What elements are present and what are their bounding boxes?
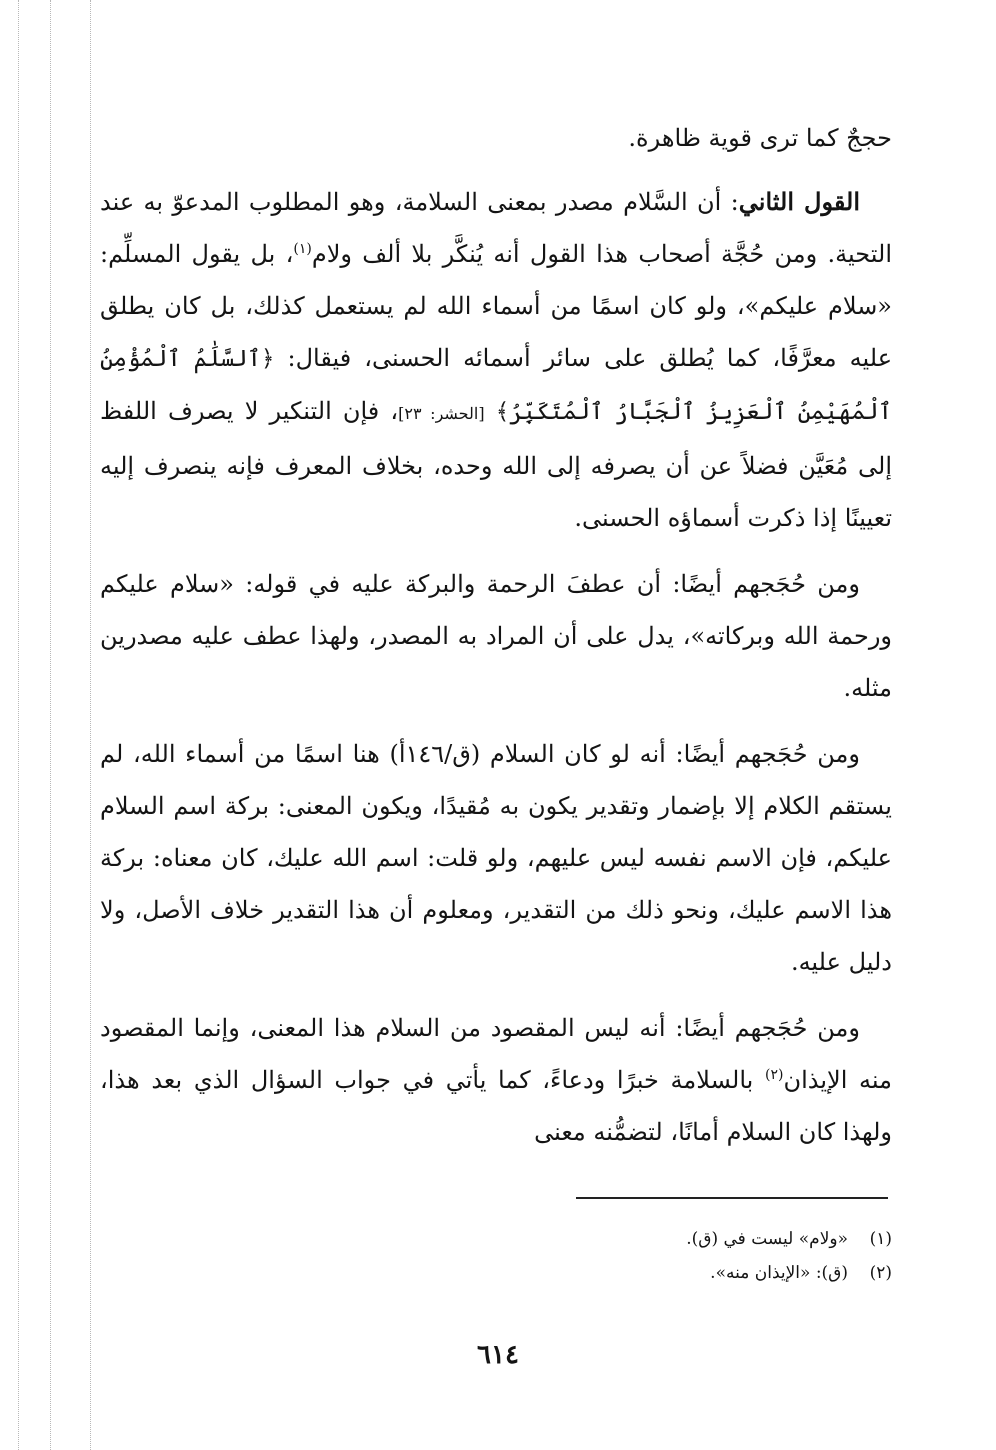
opinion-heading: القول الثاني	[738, 187, 861, 216]
paragraph-second-opinion	[100, 176, 892, 544]
quran-verse: ﴿ٱلسَّلَٰمُ ٱلْمُؤْمِنُ ٱلْمُهَيْمِنُ ٱلْعَزِيزُ ٱلْجَبَّارُ ٱلْمُتَكَبِّرُ﴾	[100, 346, 892, 425]
paragraph-argument-4	[100, 1002, 892, 1158]
footnote-item	[100, 1256, 892, 1290]
footnote-item	[100, 1222, 892, 1256]
footnotes	[100, 1222, 892, 1290]
scan-margin-line	[90, 0, 91, 1450]
page-number: ٦١٤	[477, 1340, 519, 1370]
footnote-number: (٢)	[869, 1263, 892, 1283]
paragraph-intro-text: حججٌ كما ترى قوية ظاهرة.	[628, 124, 892, 152]
verse-reference: [الحشر: ٢٣]	[398, 404, 485, 423]
scan-margin-line	[18, 0, 19, 1450]
paragraph-text: ومن حُجَجهم أيضًا: أن عطفَ الرحمة والبركة عليه في قوله: «سلام عليكم ورحمة الله وبركاته»، يدل على أن المراد به المصدر، ولهذا عطف عليه مصدرين مثله.	[100, 570, 892, 702]
footnote-text: (ق): «الإيذان منه».	[710, 1263, 848, 1283]
paragraph-text: ومن حُجَجهم أيضًا: أنه لو كان السلام (ق/١٤٦أ) هنا اسمًا من أسماء الله، لم يستقم الكلام إلا بإضمار وتقدير يكون به مُقيدًا، ويكون المعنى: بركة اسم السلام عليكم، فإن الاسم نفسه ليس عليهم، ولو قلت: اسم الله عليك، كان معناه: بركة هذا الاسم عليك، ونحو ذلك من التقدير، ومعلوم أن هذا التقدير خلاف الأصل، ولا دليل عليه.	[100, 740, 892, 976]
footnote-marker: (٢)	[764, 1067, 784, 1083]
paragraph-intro	[100, 112, 892, 164]
paragraph-text: ومن حُجَجهم أيضًا: أنه ليس المقصود من السلام هذا المعنى، وإنما المقصود منه الإيذان	[100, 1014, 892, 1094]
paragraph-text: بالسلامة خبرًا ودعاءً، كما يأتي في جواب السؤال الذي بعد هذا، ولهذا كان السلام أمانًا، لتضمُّنه معنى	[100, 1066, 892, 1146]
paragraph-argument-3	[100, 728, 892, 988]
paragraph-text: ، بل يقول المسلِّم: «سلام عليكم»، ولو كان اسمًا من أسماء الله لم يستعمل كذلك، بل كان يطلق عليه معرَّفًا، كما يُطلق على سائر أسمائه الحسنى، فيقال:	[100, 240, 893, 372]
scan-margin-line	[50, 0, 51, 1450]
footnote-separator	[576, 1197, 888, 1199]
paragraph-argument-2	[100, 558, 892, 714]
footnote-number: (١)	[869, 1229, 892, 1249]
footnote-marker: (١)	[293, 241, 312, 257]
footnote-text: «ولام» ليست في (ق).	[686, 1229, 848, 1249]
paragraph-text: : أن السَّلام مصدر بمعنى السلامة، وهو المطلوب المدعوّ به عند التحية. ومن حُجَّة أصحاب هذا القول أنه يُنكَّر بلا ألف ولام	[100, 188, 892, 268]
paragraph-text: ، فإن التنكير لا يصرف اللفظ إلى مُعَيَّن فضلاً عن أن يصرفه إلى الله وحده، بخلاف المعرف فإنه ينصرف إليه تعيينًا إذا ذكرت أسماؤه الحسنى.	[100, 397, 892, 532]
page-body	[100, 112, 892, 1172]
